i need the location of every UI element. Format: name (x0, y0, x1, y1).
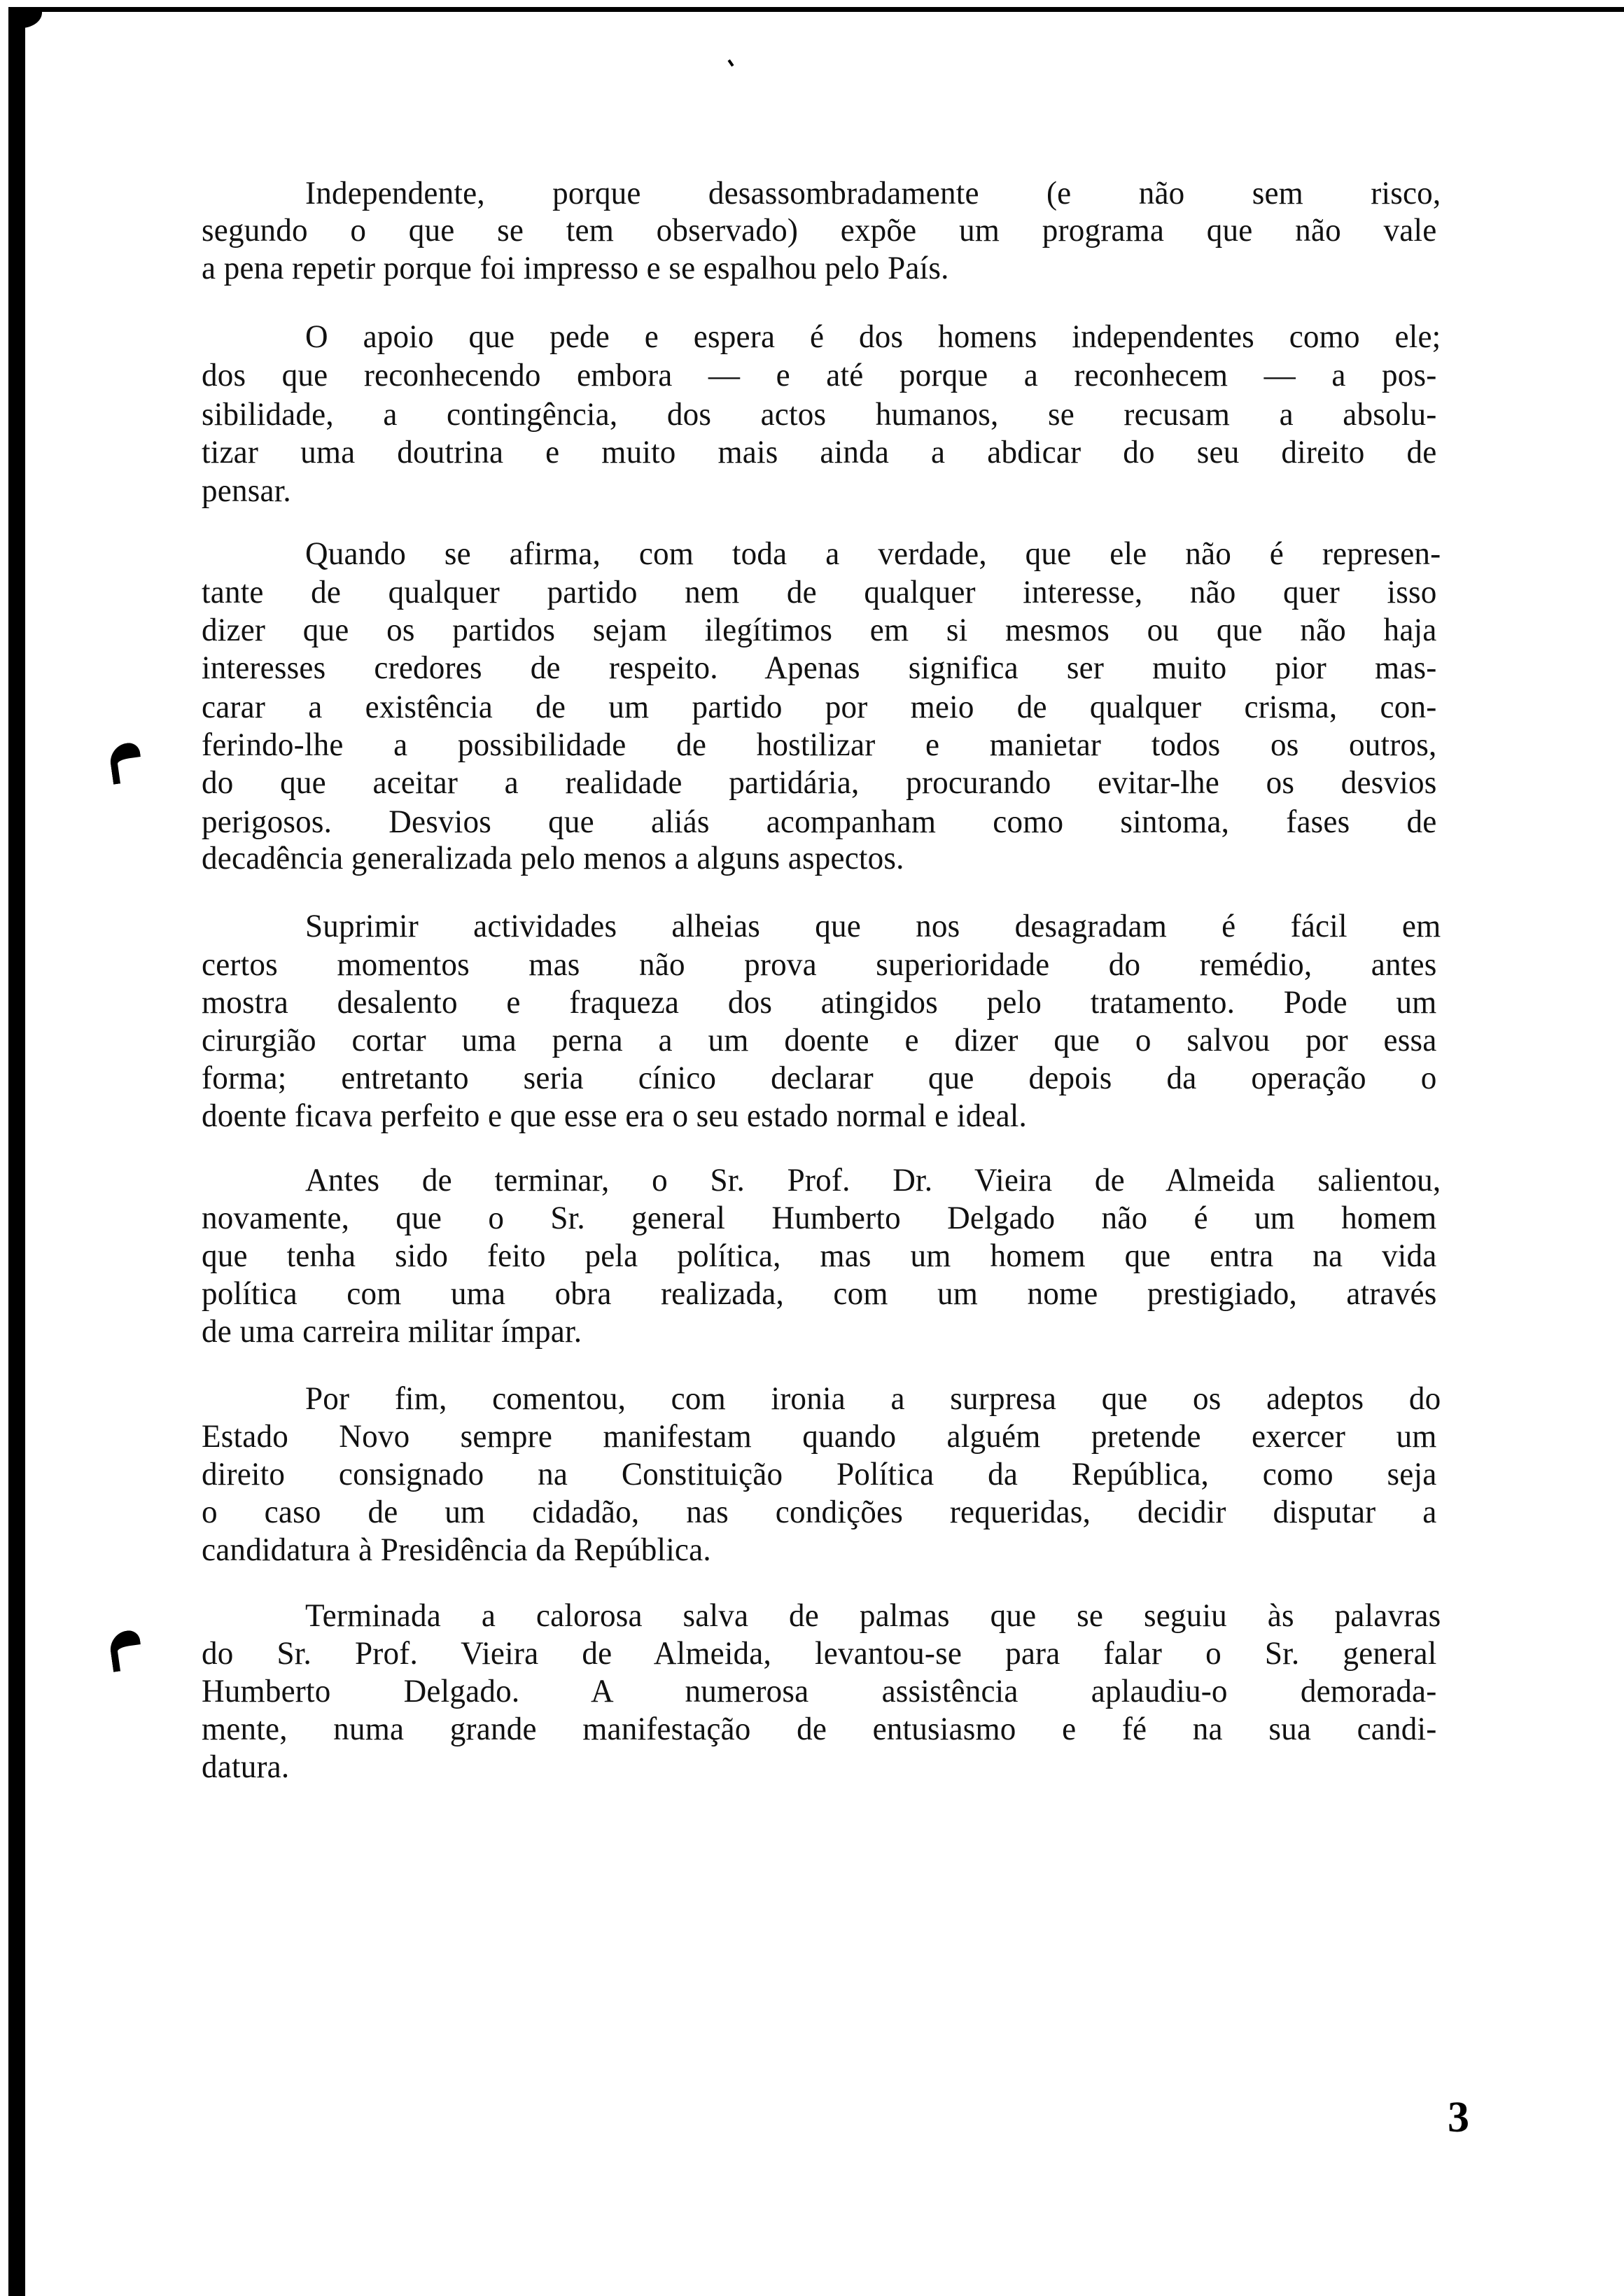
scan-edge-left (8, 7, 25, 2296)
text-line: Por fim, comentou, com ironia a surpresa que os adeptos do (305, 1380, 1441, 1417)
text-line: candidatura à Presidência da República. (202, 1532, 711, 1568)
text-line: interesses credores de respeito. Apenas significa ser muito pior mas- (202, 650, 1437, 686)
text-line: Independente, porque desassombradamente (e não sem risco, (305, 175, 1441, 211)
punch-hole-mark (108, 741, 144, 785)
text-line: política com uma obra realizada, com um nome prestigiado, através (202, 1275, 1437, 1312)
text-line: novamente, que o Sr. general Humberto Delgado não é um homem (202, 1200, 1437, 1236)
punch-hole-mark (108, 1629, 144, 1672)
scan-edge-corner (8, 7, 42, 28)
text-line: dizer que os partidos sejam ilegítimos em si mesmos ou que não haja (202, 612, 1437, 648)
text-line: dos que reconhecendo embora — e até porque a reconhecem — a pos- (202, 357, 1437, 393)
text-line: Terminada a calorosa salva de palmas que se seguiu às palavras (305, 1597, 1441, 1634)
text-line: do Sr. Prof. Vieira de Almeida, levantou-se para falar o Sr. general (202, 1635, 1437, 1672)
page-number: 3 (1448, 2094, 1469, 2141)
scan-edge-top (8, 7, 1624, 12)
text-line: Antes de terminar, o Sr. Prof. Dr. Vieira de Almeida salientou, (305, 1162, 1441, 1198)
text-line: o caso de um cidadão, nas condições requeridas, decidir disputar a (202, 1494, 1437, 1530)
text-line: de uma carreira militar ímpar. (202, 1313, 582, 1350)
text-line: decadência generalizada pelo menos a alguns aspectos. (202, 840, 904, 876)
text-line: ferindo-lhe a possibilidade de hostilizar e manietar todos os outros, (202, 727, 1437, 763)
text-line: carar a existência de um partido por meio de qualquer crisma, con- (202, 689, 1437, 725)
scan-speck (727, 59, 734, 66)
text-line: Quando se afirma, com toda a verdade, que ele não é represen- (305, 536, 1441, 572)
text-line: cirurgião cortar uma perna a um doente e dizer que o salvou por essa (202, 1022, 1437, 1058)
text-line: perigosos. Desvios que aliás acompanham como sintoma, fases de (202, 804, 1437, 840)
text-line: direito consignado na Constituição Política da República, como seja (202, 1456, 1437, 1492)
text-line: O apoio que pede e espera é dos homens independentes como ele; (305, 318, 1441, 355)
text-line: forma; entretanto seria cínico declarar que depois da operação o (202, 1060, 1437, 1096)
text-line: Estado Novo sempre manifestam quando alguém pretende exercer um (202, 1418, 1437, 1455)
text-line: certos momentos mas não prova superioridade do remédio, antes (202, 946, 1437, 983)
text-line: tizar uma doutrina e muito mais ainda a abdicar do seu direito de (202, 434, 1437, 470)
text-line: do que aceitar a realidade partidária, procurando evitar-lhe os desvios (202, 764, 1437, 801)
text-line: que tenha sido feito pela política, mas um homem que entra na vida (202, 1238, 1437, 1274)
text-line: mente, numa grande manifestação de entusiasmo e fé na sua candi- (202, 1711, 1437, 1747)
text-line: Suprimir actividades alheias que nos desagradam é fácil em (305, 908, 1441, 944)
text-line: mostra desalento e fraqueza dos atingidos pelo tratamento. Pode um (202, 984, 1437, 1021)
text-line: a pena repetir porque foi impresso e se espalhou pelo País. (202, 250, 949, 286)
text-line: doente ficava perfeito e que esse era o seu estado normal e ideal. (202, 1098, 1027, 1134)
text-line: sibilidade, a contingência, dos actos humanos, se recusam a absolu- (202, 396, 1437, 433)
text-line: datura. (202, 1749, 290, 1785)
text-line: segundo o que se tem observado) expõe um programa que não vale (202, 212, 1437, 248)
text-line: tante de qualquer partido nem de qualquer interesse, não quer isso (202, 574, 1437, 610)
text-line: pensar. (202, 472, 291, 509)
text-line: Humberto Delgado. A numerosa assistência aplaudiu-o demorada- (202, 1673, 1437, 1709)
